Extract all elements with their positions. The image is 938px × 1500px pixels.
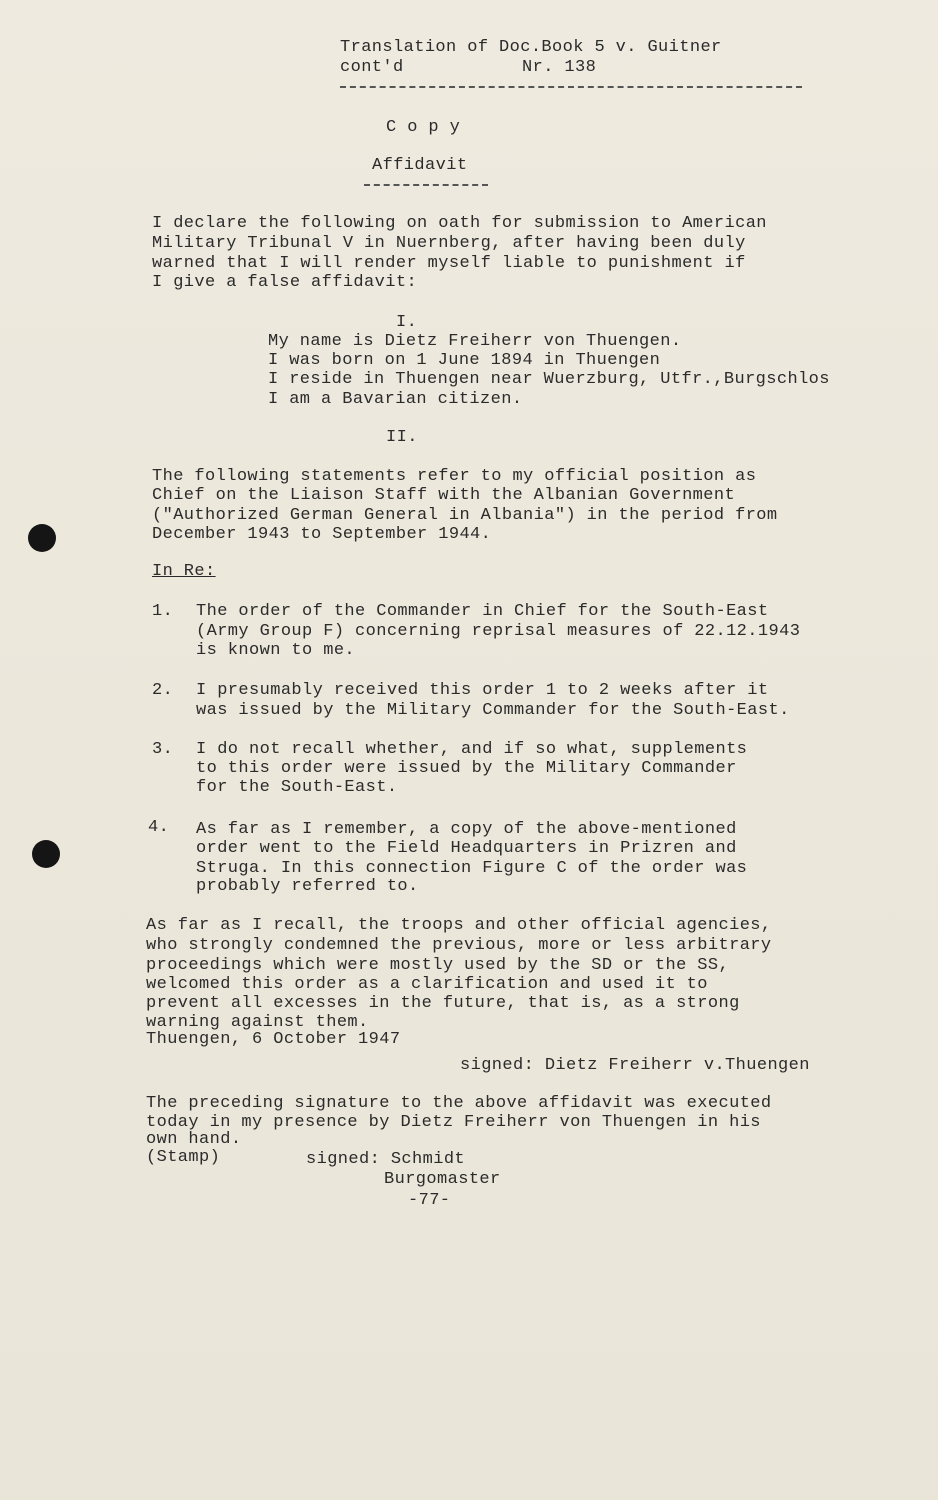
intro-line: I declare the following on oath for submission to American bbox=[152, 214, 767, 233]
item-number: 2. bbox=[152, 681, 174, 700]
section-1-heading: I. bbox=[396, 313, 418, 332]
punch-hole-lower bbox=[32, 840, 60, 868]
intro-line: I give a false affidavit: bbox=[152, 273, 418, 292]
item-line: The order of the Commander in Chief for the South-East bbox=[196, 602, 769, 621]
header-line-1: Translation of Doc.Book 5 v. Guitner bbox=[340, 38, 722, 57]
item-number: 3. bbox=[152, 740, 174, 759]
section-1-line: I reside in Thuengen near Wuerzburg, Utfr.,Burgschlos bbox=[268, 370, 830, 389]
closing-line: proceedings which were mostly used by the SD or the SS, bbox=[146, 956, 730, 975]
signer-title: Burgomaster bbox=[384, 1170, 501, 1189]
place-and-date: Thuengen, 6 October 1947 bbox=[146, 1030, 401, 1049]
stamp-note: (Stamp) bbox=[146, 1148, 221, 1167]
item-line: order went to the Field Headquarters in Prizren and bbox=[196, 839, 737, 858]
subtitle-rule bbox=[364, 184, 488, 186]
burgomaster-signature: signed: Schmidt bbox=[306, 1150, 466, 1169]
item-line: probably referred to. bbox=[196, 877, 419, 896]
closing-line: welcomed this order as a clarification and used it to bbox=[146, 975, 708, 994]
item-line: I do not recall whether, and if so what, supplements bbox=[196, 740, 748, 759]
section-1-line: I am a Bavarian citizen. bbox=[268, 390, 523, 409]
item-line: is known to me. bbox=[196, 641, 356, 660]
header-number: Nr. 138 bbox=[522, 58, 597, 77]
section-1-line: I was born on 1 June 1894 in Thuengen bbox=[268, 351, 661, 370]
item-line: to this order were issued by the Military Commander bbox=[196, 759, 737, 778]
closing-line: As far as I recall, the troops and other official agencies, bbox=[146, 916, 772, 935]
item-number: 4. bbox=[148, 818, 170, 837]
section-2-heading: II. bbox=[386, 428, 418, 447]
certification-line: today in my presence by Dietz Freiherr von Thuengen in his bbox=[146, 1113, 761, 1132]
document-title: C o p y bbox=[386, 118, 461, 137]
item-line: (Army Group F) concerning reprisal measures of 22.12.1943 bbox=[196, 622, 801, 641]
in-re-heading: In Re: bbox=[152, 562, 216, 581]
item-line: was issued by the Military Commander for the South-East. bbox=[196, 701, 790, 720]
document-subtitle: Affidavit bbox=[372, 156, 468, 175]
section-2-line: December 1943 to September 1944. bbox=[152, 525, 492, 544]
closing-line: prevent all excesses in the future, that is, as a strong bbox=[146, 994, 740, 1013]
certification-line: own hand. bbox=[146, 1130, 242, 1149]
header-rule bbox=[340, 86, 802, 88]
item-line: As far as I remember, a copy of the above-mentioned bbox=[196, 820, 737, 839]
intro-line: warned that I will render myself liable to punishment if bbox=[152, 254, 746, 273]
closing-line: warning against them. bbox=[146, 1013, 369, 1032]
section-2-line: ("Authorized German General in Albania") in the period from bbox=[152, 506, 778, 525]
closing-line: who strongly condemned the previous, more or less arbitrary bbox=[146, 936, 772, 955]
certification-line: The preceding signature to the above affidavit was executed bbox=[146, 1094, 772, 1113]
section-1-line: My name is Dietz Freiherr von Thuengen. bbox=[268, 332, 682, 351]
affiant-signature: signed: Dietz Freiherr v.Thuengen bbox=[460, 1056, 810, 1075]
page-number: -77- bbox=[408, 1191, 451, 1210]
item-line: I presumably received this order 1 to 2 weeks after it bbox=[196, 681, 769, 700]
header-contd: cont'd bbox=[340, 58, 404, 77]
item-line: Struga. In this connection Figure C of the order was bbox=[196, 859, 748, 878]
section-2-line: Chief on the Liaison Staff with the Albanian Government bbox=[152, 486, 736, 505]
punch-hole-upper bbox=[28, 524, 56, 552]
item-line: for the South-East. bbox=[196, 778, 398, 797]
item-number: 1. bbox=[152, 602, 174, 621]
section-2-line: The following statements refer to my official position as bbox=[152, 467, 757, 486]
intro-line: Military Tribunal V in Nuernberg, after having been duly bbox=[152, 234, 746, 253]
